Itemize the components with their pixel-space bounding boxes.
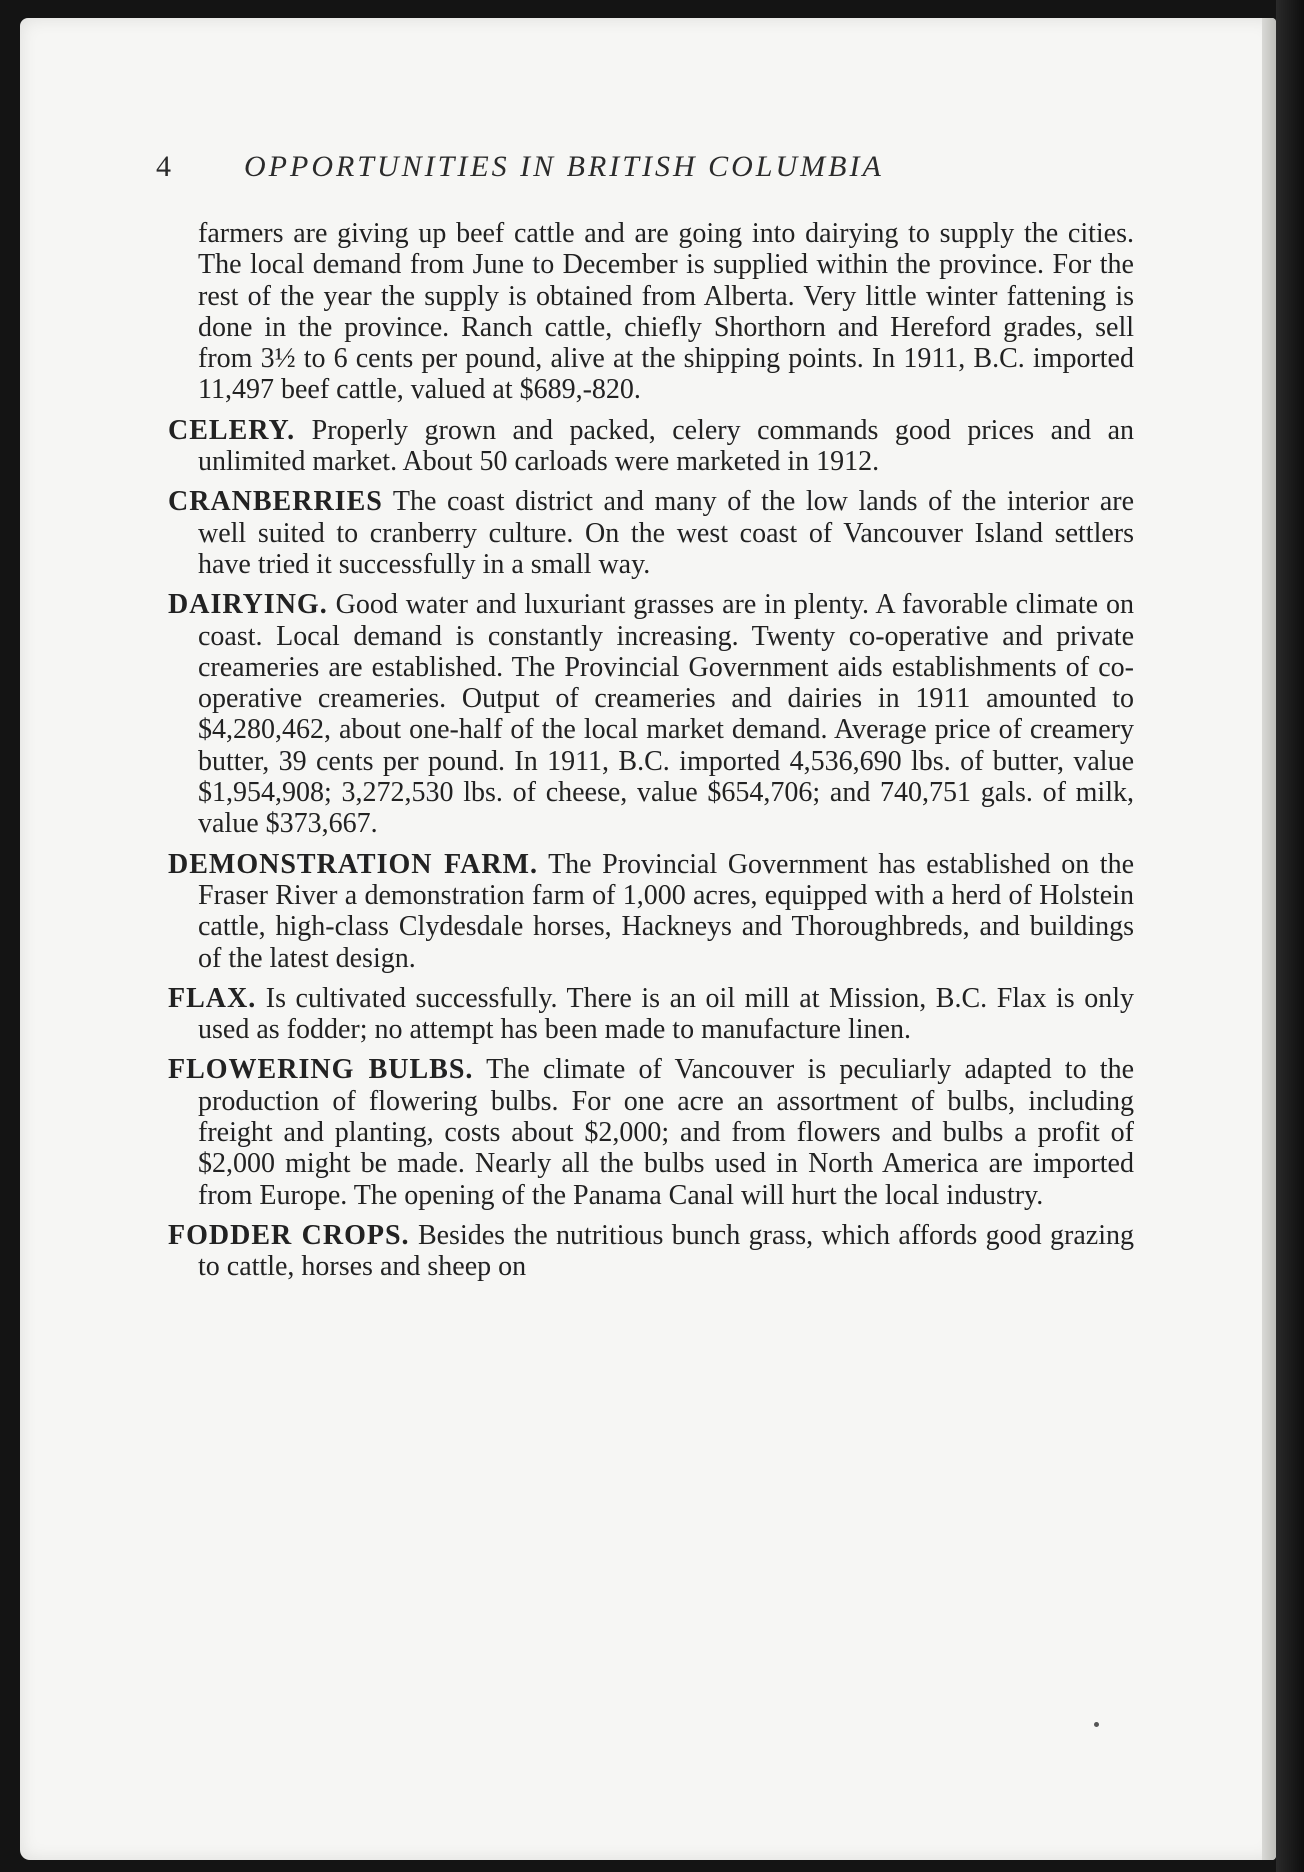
entry-body: The coast district and many of the low lands of the interior are well suited to cranberry culture. On the west coast of Vancouver Island settlers have tried it successfully in a small way. xyxy=(198,486,1134,580)
page-body xyxy=(150,218,1134,1292)
entry-heading: DEMONSTRATION FARM. xyxy=(168,848,538,880)
entry-heading: FLOWERING BULBS. xyxy=(168,1054,474,1086)
entry-body: Good water and luxuriant grasses are in plenty. A favorable climate on coast. Local demand is constantly increasing. Twenty co-operative and private creameries are established. The Provincial Government aids establishments of co-operative creameries. Output of creameries and dairies in 1911 amounted to $4,280,462, about one-half of the local market demand. Average price of creamery butter, 39 cents per pound. In 1911, B.C. imported 4,536,690 lbs. of butter, value $1,954,908; 3,272,530 lbs. of cheese, value $654,706; and 740,751 gals. of milk, value $373,667. xyxy=(198,589,1135,840)
intro-paragraph: farmers are giving up beef cattle and are going into dairying to supply the cities. The local demand from June to December is supplied within the province. For the rest of the year the supply is obtained from Alberta. Very little winter fattening is done in the province. Ranch cattle, chiefly Shorthorn and Hereford grades, sell from 3½ to 6 cents per pound, alive at the shipping points. In 1911, B.C. imported 11,497 beef cattle, valued at $689,-820. xyxy=(198,218,1134,406)
entry-heading: FODDER CROPS. xyxy=(168,1219,410,1251)
entry-dairying xyxy=(150,589,1134,839)
entry-flowering-bulbs xyxy=(150,1054,1134,1210)
entry-celery xyxy=(150,415,1134,478)
book-edge-shadow xyxy=(1276,0,1304,1872)
page-edge xyxy=(1262,18,1276,1860)
entry-heading: CRANBERRIES xyxy=(168,486,383,518)
entry-heading: DAIRYING. xyxy=(168,589,328,621)
running-header xyxy=(156,150,1076,190)
entry-flax xyxy=(150,983,1134,1046)
entry-fodder-crops xyxy=(150,1220,1134,1283)
entry-body: Properly grown and packed, celery commands good prices and an unlimited market. About 50 carloads were marketed in 1912. xyxy=(198,414,1135,478)
entry-body: Is cultivated successfully. There is an oil mill at Mission, B.C. Flax is only used as fodder; no attempt has been made to manufacture linen. xyxy=(198,982,1135,1046)
running-title: OPPORTUNITIES IN BRITISH COLUMBIA xyxy=(244,150,884,183)
entry-demonstration-farm xyxy=(150,849,1134,974)
entry-body: The Provincial Government has established on the Fraser River a demonstration farm of 1,000 acres, equipped with a herd of Holstein cattle, high-class Clydesdale horses, Hackneys and Thoroughbreds, and buildings of the latest design. xyxy=(198,848,1135,974)
entry-heading: CELERY. xyxy=(168,414,296,446)
entry-cranberries xyxy=(150,486,1134,580)
page-number: 4 xyxy=(156,150,173,183)
entry-body: The climate of Vancouver is peculiarly adapted to the production of flowering bulbs. For one acre an assortment of bulbs, including freight and planting, costs about $2,000; and from flowers and bulbs a profit of $2,000 might be made. Nearly all the bulbs used in North America are imported from Europe. The opening of the Panama Canal will hurt the local industry. xyxy=(198,1054,1134,1211)
ink-speck xyxy=(1094,1722,1099,1727)
entry-body: Besides the nutritious bunch grass, which affords good grazing to cattle, horses and sheep on xyxy=(198,1219,1134,1283)
entry-heading: FLAX. xyxy=(168,982,257,1014)
